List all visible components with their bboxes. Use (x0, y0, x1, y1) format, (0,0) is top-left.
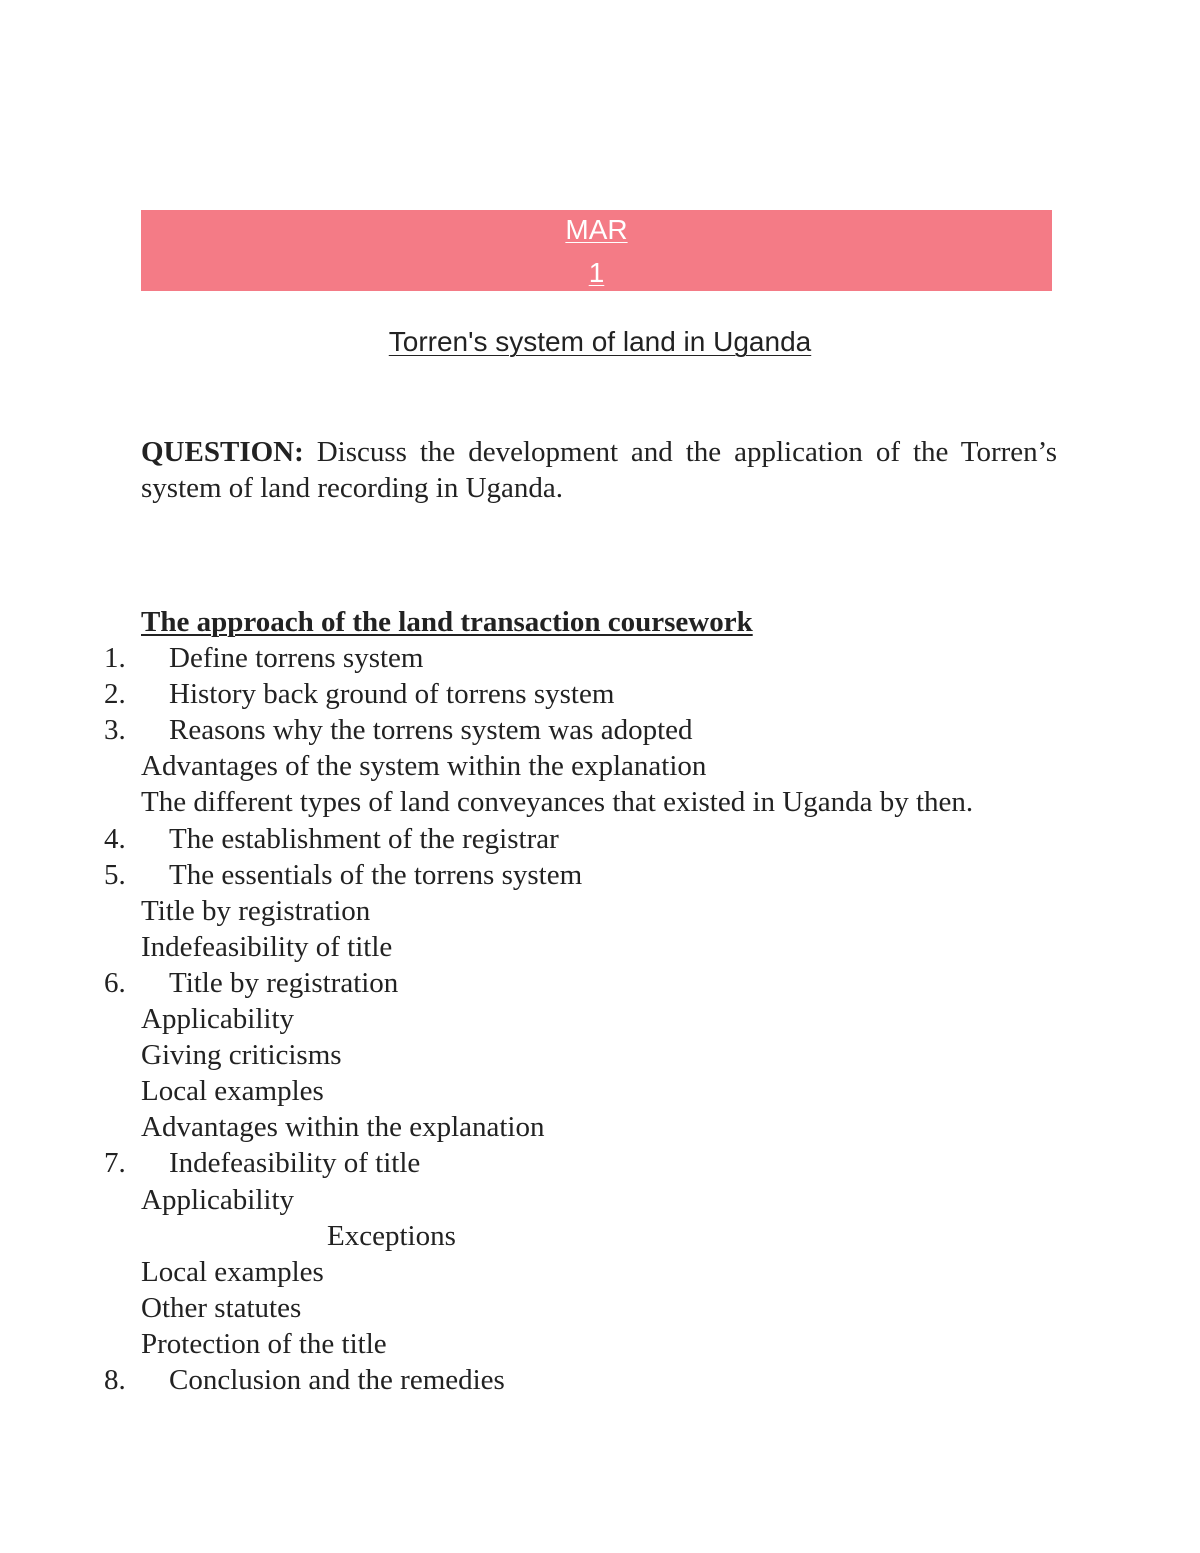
outline-item-number: 2. (104, 678, 126, 711)
date-month: MAR (565, 214, 628, 245)
outline-item-number: 7. (104, 1147, 126, 1180)
outline-item (0, 1362, 1200, 1398)
outline-subpoint-text: Advantages of the system within the explanation (141, 750, 707, 783)
outline-subpoint-text: Protection of the title (141, 1327, 387, 1360)
date-banner (141, 210, 1052, 291)
outline-item-text: Indefeasibility of title (169, 1147, 421, 1180)
question-text: Discuss the development and the application of the Torren’s system of land recording in Uganda. (141, 436, 1058, 504)
outline-subpoint (0, 1326, 1200, 1362)
outline-subpoint-text: Other statutes (141, 1291, 302, 1324)
document-title: Torren's system of land in Uganda (388, 326, 812, 357)
outline-item-text: Title by registration (169, 966, 399, 999)
outline-subpoint (0, 1254, 1200, 1290)
outline-subpoint-text: Applicability (141, 1003, 295, 1035)
outline-item-text: The essentials of the torrens system (169, 858, 583, 891)
outline-subpoint (0, 893, 1200, 929)
approach-heading: The approach of the land transaction coursework (141, 606, 753, 638)
outline-item-text: History back ground of torrens system (169, 678, 615, 711)
outline-subpoint (0, 784, 1200, 820)
outline-subpoint (0, 1218, 1200, 1254)
date-day: 1 (588, 257, 605, 288)
outline-item-number: 1. (104, 642, 126, 674)
outline-subpoint-text: Indefeasibility of title (141, 930, 393, 963)
outline-subpoint-text: Applicability (141, 1183, 295, 1216)
question-label: QUESTION: (141, 436, 304, 468)
outline-item (0, 821, 1200, 857)
outline-subpoint (0, 1290, 1200, 1326)
outline-subpoint-text: Local examples (141, 1255, 324, 1288)
outline-subpoint (0, 929, 1200, 965)
outline-subpoint (0, 1182, 1200, 1218)
question-paragraph (141, 434, 1057, 506)
outline-item-text: Define torrens system (169, 642, 424, 674)
outline-subpoint-text: Local examples (141, 1075, 324, 1108)
outline-subpoint (0, 1001, 1200, 1037)
outline-item-text: Reasons why the torrens system was adopted (169, 714, 693, 747)
outline-item (0, 712, 1200, 748)
outline-item (0, 857, 1200, 893)
outline-subpoint-text: Title by registration (141, 894, 371, 927)
outline-item-number: 6. (104, 966, 126, 999)
outline-item-number: 5. (104, 858, 126, 891)
outline-subpoint (0, 748, 1200, 784)
outline-item-number: 8. (104, 1364, 126, 1396)
outline-item (0, 1145, 1200, 1181)
outline-item (0, 640, 1200, 676)
outline-subpoint-text: Advantages within the explanation (141, 1111, 545, 1144)
outline-item (0, 676, 1200, 712)
outline-subpoint (0, 1109, 1200, 1145)
outline-subpoint (0, 1037, 1200, 1073)
outline-subpoint-text: Giving criticisms (141, 1039, 342, 1072)
outline-subpoint (0, 1073, 1200, 1109)
outline-subpoint-text: The different types of land conveyances that existed in Uganda by then. (141, 786, 974, 819)
outline-item (0, 965, 1200, 1001)
outline-item-text: Conclusion and the remedies (169, 1364, 505, 1396)
outline-item-text: The establishment of the registrar (169, 822, 559, 855)
outline-item-number: 4. (104, 822, 126, 855)
outline-item-number: 3. (104, 714, 126, 747)
outline-subpoint-text: Exceptions (327, 1219, 456, 1252)
